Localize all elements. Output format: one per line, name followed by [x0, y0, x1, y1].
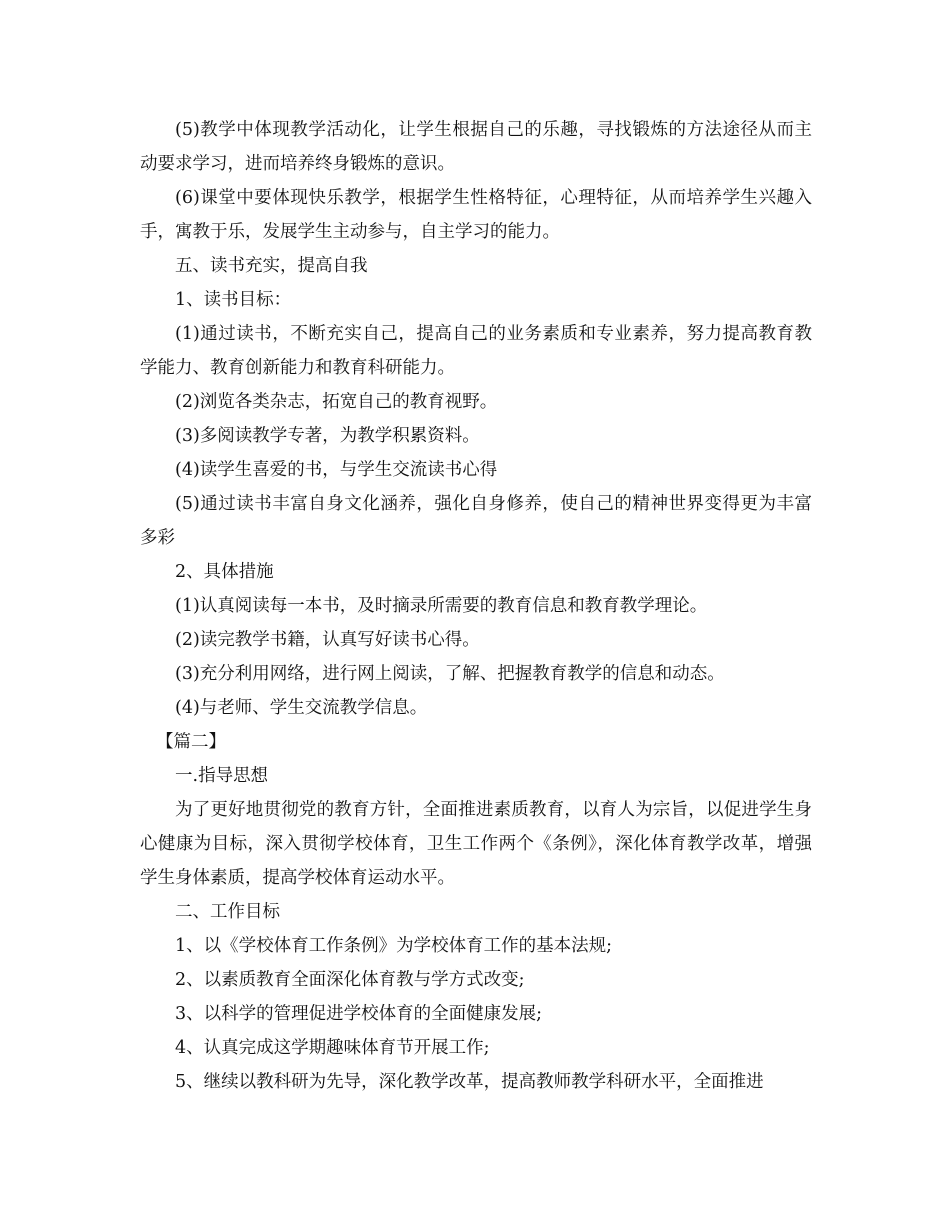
measure-4: (4)与老师、学生交流教学信息。 [175, 698, 428, 718]
work-goal-4: 4、认真完成这学期趣味体育节开展工作; [175, 1038, 490, 1058]
paragraph-item-6-happy-teaching: (6)课堂中要体现快乐教学，根据学生性格特征，心理特征，从而培养学生兴趣入手，寓教于乐，发展学生主动参与，自主学习的能力。 [140, 188, 812, 242]
measure-3: (3)充分利用网络，进行网上阅读，了解、把握教育教学的信息和动态。 [175, 664, 725, 684]
work-goal-5: 5、继续以教科研为先导，深化教学改革，提高教师教学科研水平，全面推进 [175, 1072, 764, 1092]
paragraph-item-5-method: (5)教学中体现教学活动化，让学生根据自己的乐趣，寻找锻炼的方法途径从而主动要求学习，进而培养终身锻炼的意识。 [140, 120, 812, 174]
measure-1: (1)认真阅读每一本书，及时摘录所需要的教育信息和教育教学理论。 [175, 596, 708, 616]
document-body [140, 113, 812, 1099]
work-goal-2: 2、以素质教育全面深化体育教与学方式改变; [175, 970, 525, 990]
guiding-ideology-text: 为了更好地贯彻党的教育方针，全面推进素质教育，以育人为宗旨，以促进学生身心健康为目标，深入贯彻学校体育，卫生工作两个《条例》，深化体育教学改革，增强学生身体素质，提高学校体育运动水平。 [140, 800, 812, 888]
section-heading-reading: 五、读书充实，提高自我 [175, 256, 368, 276]
reading-goal-3: (3)多阅读教学专著，为教学积累资料。 [175, 426, 480, 446]
reading-goal-5: (5)通过读书丰富自身文化涵养，强化自身修养，使自己的精神世界变得更为丰富多彩 [140, 494, 812, 548]
reading-goal-4: (4)读学生喜爱的书，与学生交流读书心得 [175, 460, 498, 480]
reading-goal-2: (2)浏览各类杂志，拓宽自己的教育视野。 [175, 392, 498, 412]
work-goal-1: 1、以《学校体育工作条例》为学校体育工作的基本法规; [175, 936, 613, 956]
section-heading-work-goals: 二、工作目标 [175, 902, 280, 922]
subheading-measures: 2、具体措施 [175, 562, 274, 582]
reading-goal-1: (1)通过读书，不断充实自己，提高自己的业务素质和专业素养，努力提高教育教学能力、教育创新能力和教育科研能力。 [140, 324, 812, 378]
work-goal-3: 3、以科学的管理促进学校体育的全面健康发展; [175, 1004, 543, 1024]
measure-2: (2)读完教学书籍，认真写好读书心得。 [175, 630, 480, 650]
section-heading-guiding-ideology: 一.指导思想 [175, 766, 269, 786]
subheading-reading-goals: 1、读书目标： [175, 290, 292, 310]
chapter-heading-part-two: 【篇二】 [156, 732, 226, 752]
